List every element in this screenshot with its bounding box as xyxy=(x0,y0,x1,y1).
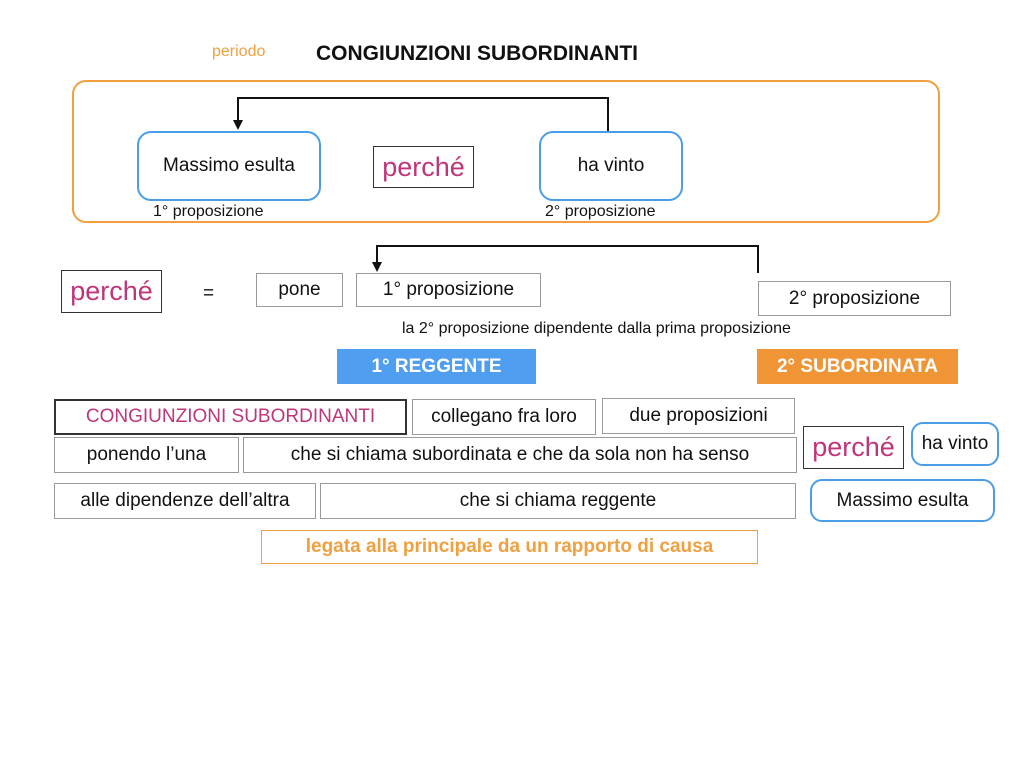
explanation-two-clauses: due proposizioni xyxy=(602,398,795,434)
example-clause-1: Massimo esulta xyxy=(137,131,321,201)
definition-verb: pone xyxy=(256,273,343,307)
explanation-conjunctions: CONGIUNZIONI SUBORDINANTI xyxy=(54,399,407,435)
definition-arrow-line xyxy=(377,246,758,273)
regent-badge: 1° REGGENTE xyxy=(337,349,536,384)
period-label: periodo xyxy=(212,43,266,60)
side-regent: Massimo esulta xyxy=(810,479,995,522)
side-subordinate: ha vinto xyxy=(911,422,999,466)
page-title: CONGIUNZIONI SUBORDINANTI xyxy=(316,42,638,65)
example-clause-2: ha vinto xyxy=(539,131,683,201)
explanation-link: collegano fra loro xyxy=(412,399,596,435)
example-label-2: 2° proposizione xyxy=(545,203,656,220)
example-label-1: 1° proposizione xyxy=(153,203,264,220)
definition-second-clause: 2° proposizione xyxy=(758,281,951,316)
definition-caption: la 2° proposizione dipendente dalla prima proposizione xyxy=(402,320,791,337)
definition-first-clause: 1° proposizione xyxy=(356,273,541,307)
subordinate-badge: 2° SUBORDINATA xyxy=(757,349,958,384)
explanation-regent-def: che si chiama reggente xyxy=(320,483,796,519)
explanation-placing: ponendo l’una xyxy=(54,437,239,473)
example-conjunction: perché xyxy=(373,146,474,188)
explanation-cause: legata alla principale da un rapporto di causa xyxy=(261,530,758,564)
explanation-subordinate-def: che si chiama subordinata e che da sola non ha senso xyxy=(243,437,797,473)
definition-conjunction: perché xyxy=(61,270,162,313)
side-conjunction: perché xyxy=(803,426,904,469)
definition-arrow-head xyxy=(372,262,382,272)
equals-sign: = xyxy=(203,283,215,304)
explanation-dependence: alle dipendenze dell’altra xyxy=(54,483,316,519)
